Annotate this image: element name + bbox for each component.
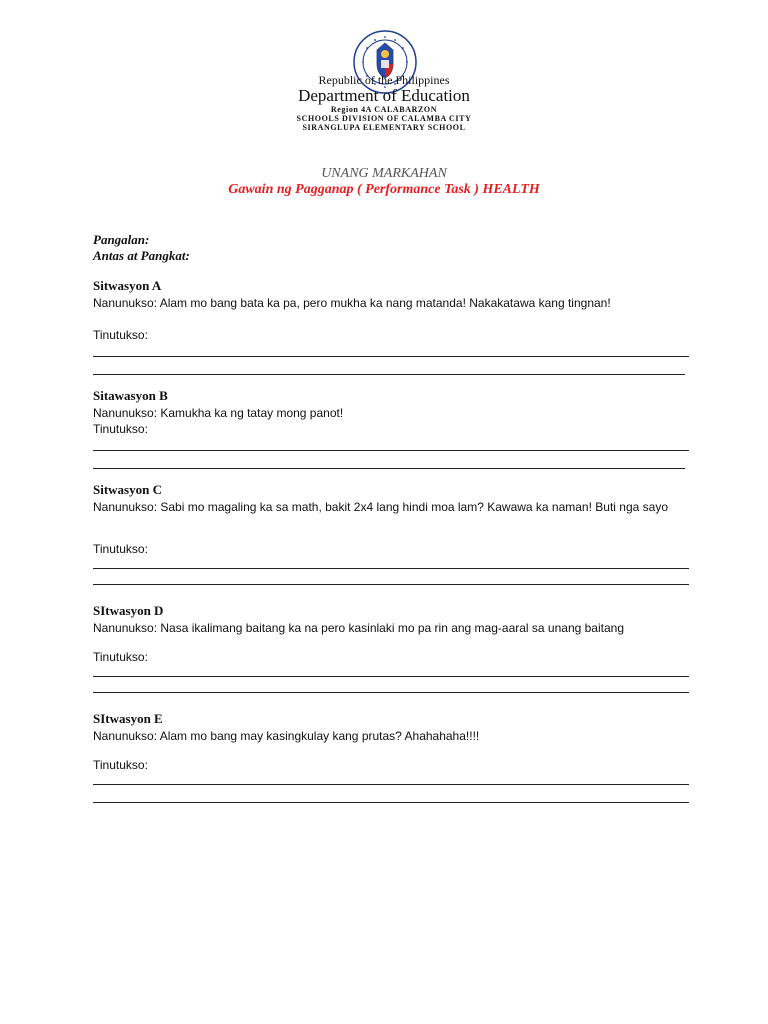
situation-b-title: Sitawasyon B bbox=[93, 388, 168, 403]
department-heading: Department of Education bbox=[298, 86, 470, 105]
performance-task-title: Gawain ng Pagganap ( Performance Task ) HEALTH bbox=[228, 182, 540, 197]
situation-a-answer-line-2[interactable] bbox=[93, 374, 685, 375]
situation-d-response-label: Tinutukso: bbox=[93, 650, 148, 664]
situation-e-statement: Nanunukso: Alam mo bang may kasingkulay kang prutas? Ahahahaha!!!! bbox=[93, 729, 480, 743]
quarter-title: UNANG MARKAHAN bbox=[321, 166, 447, 181]
situation-b-response-label: Tinutukso: bbox=[93, 422, 148, 436]
situation-b-answer-line-2[interactable] bbox=[93, 468, 685, 469]
situation-b-answer-line-1[interactable] bbox=[93, 450, 689, 451]
situation-d-statement: Nanunukso: Nasa ikalimang baitang ka na pero kasinlaki mo pa rin ang mag-aaral sa unang baitang bbox=[93, 621, 624, 635]
situation-c-statement: Nanunukso: Sabi mo magaling ka sa math, bakit 2x4 lang hindi moa lam? Kawawa ka naman! Buti nga sayo bbox=[93, 500, 668, 514]
grade-section-field-label: Antas at Pangkat: bbox=[93, 248, 190, 263]
situation-d-answer-line-2[interactable] bbox=[93, 692, 689, 693]
division-heading: SCHOOLS DIVISION OF CALAMBA CITY bbox=[296, 114, 472, 123]
situation-a-answer-line-1[interactable] bbox=[93, 356, 689, 357]
situation-a-response-label: Tinutukso: bbox=[93, 328, 148, 342]
situation-c-answer-line-1[interactable] bbox=[93, 568, 689, 569]
situation-e-answer-line-1[interactable] bbox=[93, 784, 689, 785]
republic-heading: Republic of the Philippines bbox=[318, 73, 450, 87]
situation-d-title: SItwasyon D bbox=[93, 603, 164, 618]
situation-c-answer-line-2[interactable] bbox=[93, 584, 689, 585]
region-heading: Region 4A CALABARZON bbox=[330, 105, 438, 114]
situation-e-answer-line-2[interactable] bbox=[93, 802, 689, 803]
situation-e-response-label: Tinutukso: bbox=[93, 758, 148, 772]
situation-a-statement: Nanunukso: Alam mo bang bata ka pa, pero mukha ka nang matanda! Nakakatawa kang tingnan! bbox=[93, 296, 611, 310]
school-heading: SIRANGLUPA ELEMENTARY SCHOOL bbox=[302, 123, 466, 132]
situation-c-response-label: Tinutukso: bbox=[93, 542, 148, 556]
situation-e-title: SItwasyon E bbox=[93, 711, 163, 726]
situation-b-statement: Nanunukso: Kamukha ka ng tatay mong panot! bbox=[93, 406, 344, 420]
situation-d-answer-line-1[interactable] bbox=[93, 676, 689, 677]
situation-c-title: Sitwasyon C bbox=[93, 482, 162, 497]
situation-a-title: Sitwasyon A bbox=[93, 278, 162, 293]
name-field-label: Pangalan: bbox=[93, 232, 150, 247]
